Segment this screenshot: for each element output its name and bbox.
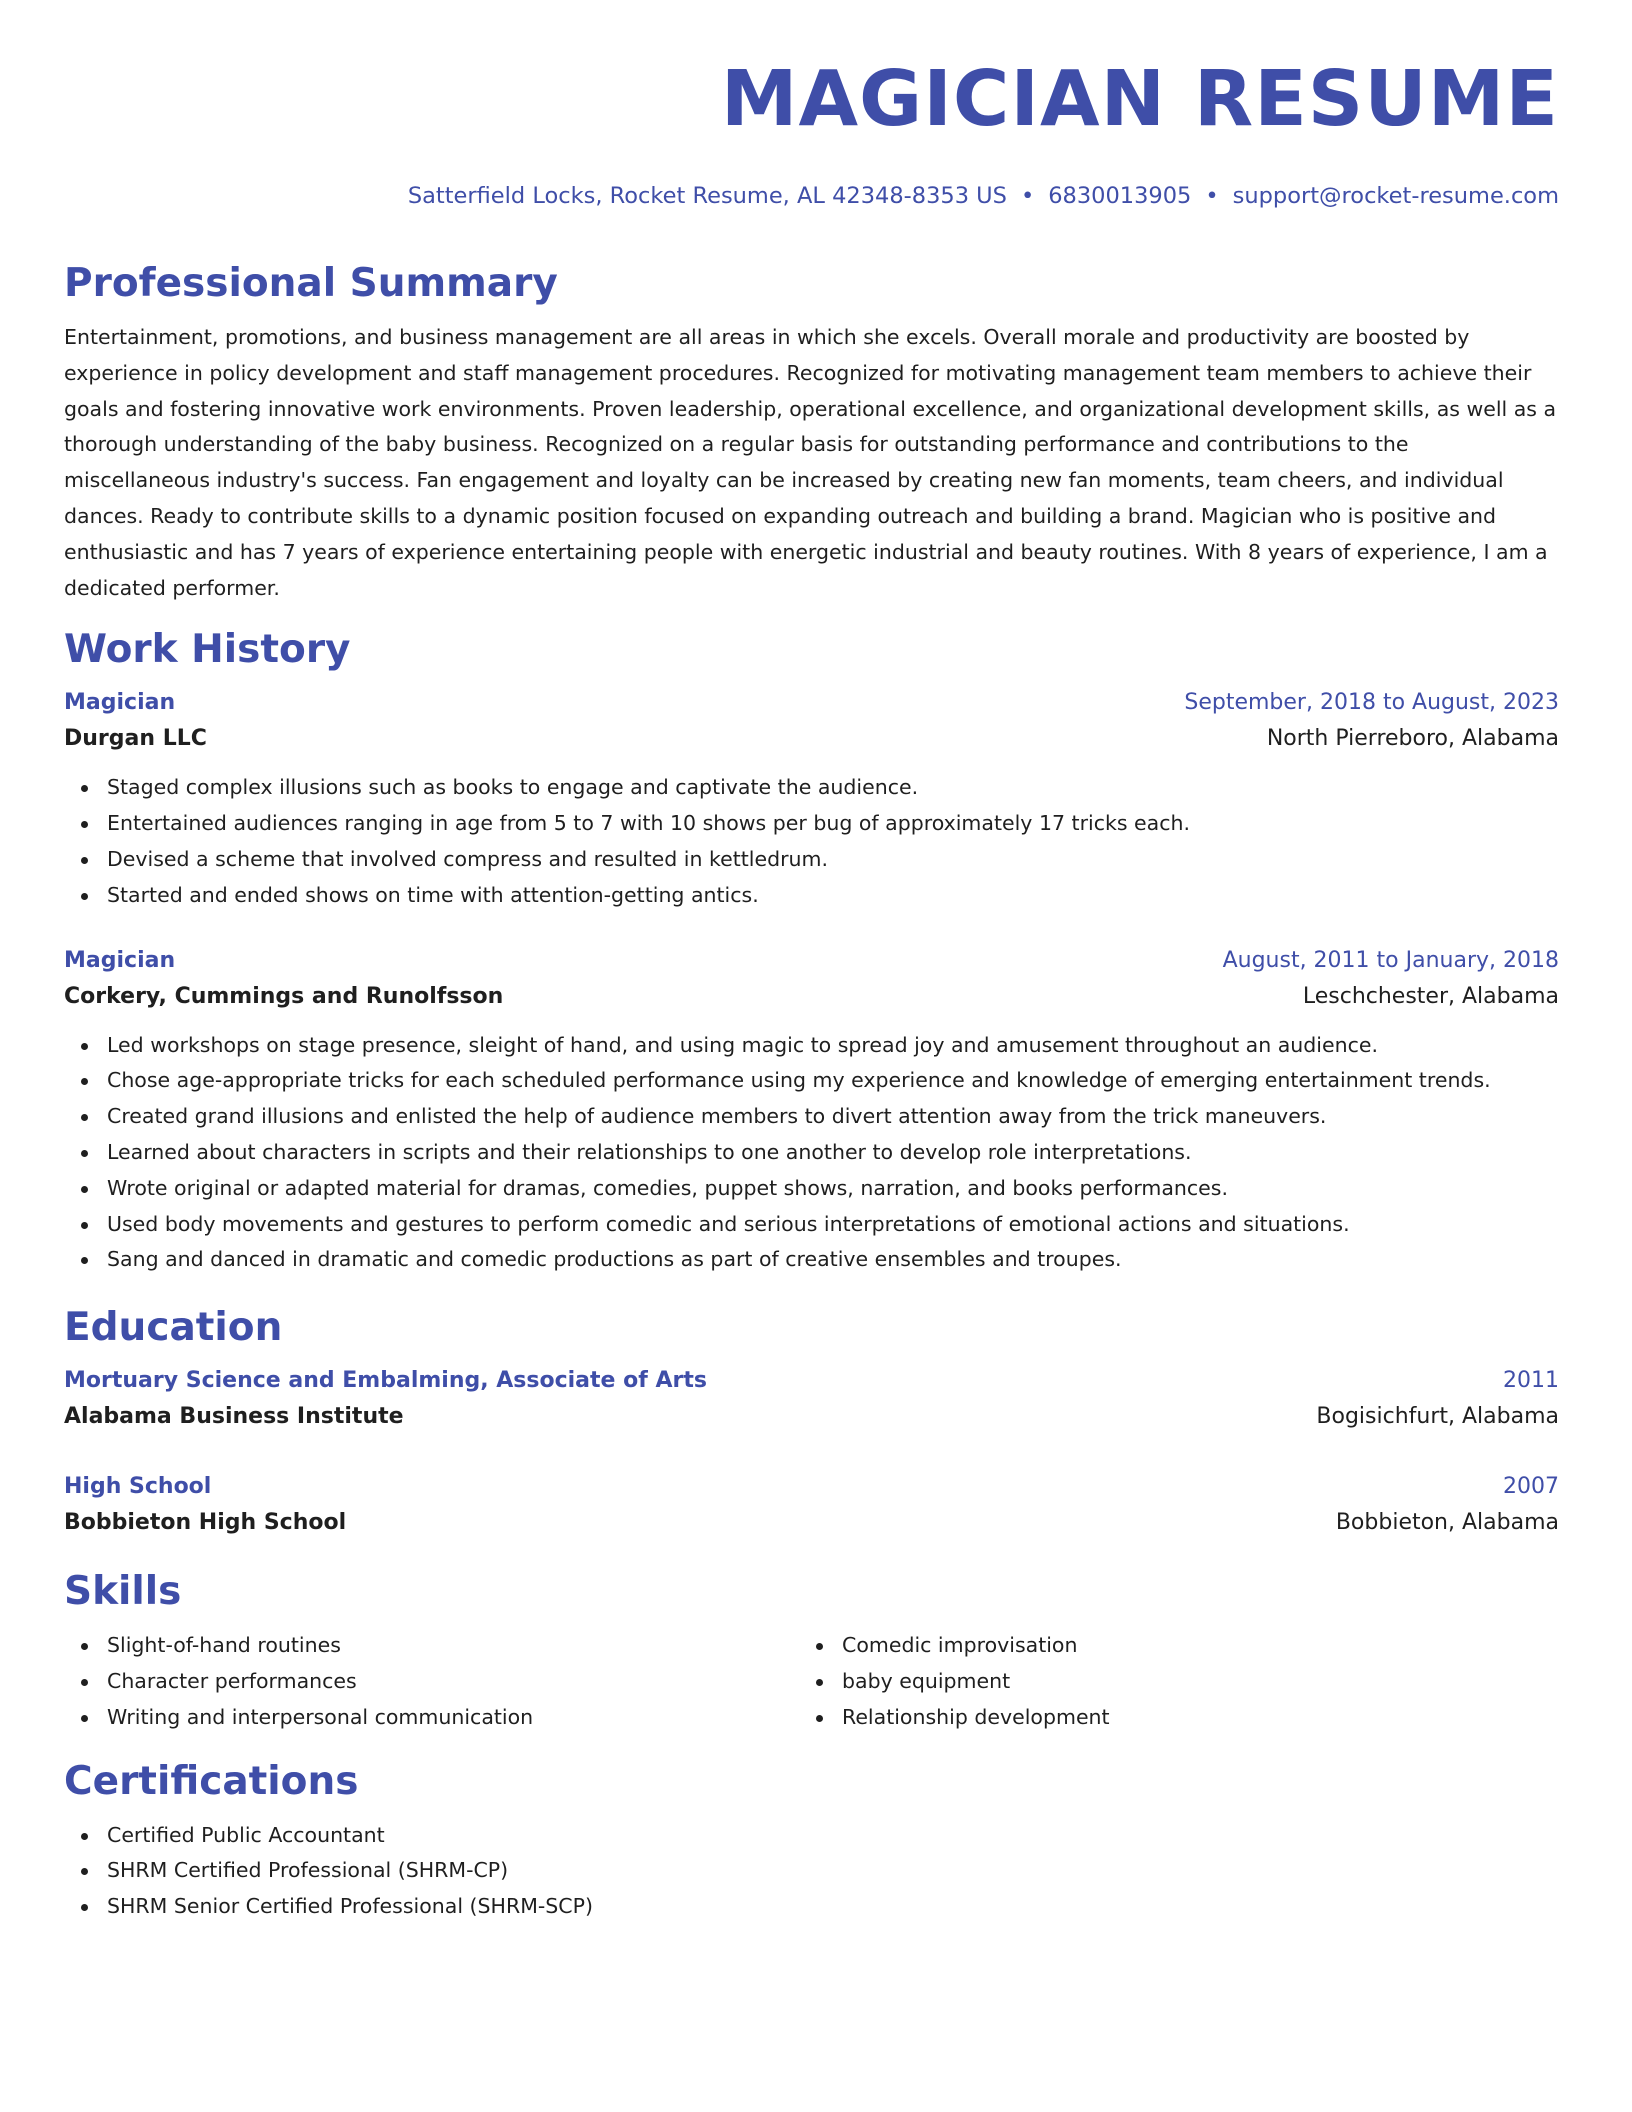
resume-name: MAGICIAN RESUME: [720, 55, 1559, 144]
contact-separator: •: [1020, 183, 1035, 209]
contact-phone: 6830013905: [1048, 183, 1192, 209]
job-role: Magician: [64, 947, 176, 973]
skills-column-right: [799, 1628, 1534, 1735]
skills-column-left: [64, 1628, 799, 1735]
education-school: Bobbieton High School: [64, 1510, 347, 1536]
skill-item: Character performances: [64, 1664, 799, 1700]
skill-item: Comedic improvisation: [799, 1628, 1534, 1664]
job-dates: August, 2011 to January, 2018: [1222, 947, 1559, 973]
skill-item: Writing and interpersonal communication: [64, 1700, 799, 1736]
job-entry: [64, 686, 1559, 913]
contact-email[interactable]: support@rocket-resume.com: [1232, 183, 1559, 209]
contact-address: Satterfield Locks, Rocket Resume, AL 42348-8353 US: [407, 183, 1007, 209]
skills-list: [799, 1628, 1534, 1735]
education-year: 2007: [1503, 1474, 1559, 1500]
skills-section: [64, 1568, 1559, 1735]
job-bullet: Created grand illusions and enlisted the help of audience members to divert attention away from the trick maneuvers.: [64, 1099, 1559, 1135]
education-section: [64, 1304, 1559, 1542]
resume-header: [64, 52, 1559, 210]
job-title-row: [64, 944, 1559, 978]
job-role: Magician: [64, 690, 176, 716]
education-degree-row: [64, 1470, 1559, 1504]
education-year: 2011: [1503, 1368, 1559, 1394]
work-history-heading: Work History: [64, 627, 351, 673]
job-bullet: Entertained audiences ranging in age from 5 to 7 with 10 shows per bug of approximately 17 tricks each.: [64, 806, 1559, 842]
job-bullet: Learned about characters in scripts and their relationships to one another to develop role interpretations.: [64, 1135, 1559, 1171]
job-entry: [64, 944, 1559, 1279]
job-location: North Pierreboro, Alabama: [1266, 726, 1559, 752]
summary-section: [64, 260, 1559, 606]
education-entry: [64, 1364, 1559, 1436]
job-title-row: [64, 686, 1559, 720]
job-bullet-list: [64, 770, 1559, 913]
job-bullet: Chose age-appropriate tricks for each scheduled performance using my experience and knowledge of emerging entertainment trends.: [64, 1063, 1559, 1099]
job-company: Durgan LLC: [64, 726, 207, 752]
summary-text: Entertainment, promotions, and business management are all areas in which she excels. Overall morale and productivity are boosted by experience in policy development and staff management procedures. Recognized for motivating management team members to achieve their goals and fostering innovative work environments. Proven leadership, operational excellence, and organizational development skills, as well as a thorough understanding of the baby business. Recognized on a regular basis for outstanding performance and contributions to the miscellaneous industry's success. Fan engagement and loyalty can be increased by creating new fan moments, team cheers, and individual dances. Ready to contribute skills to a dynamic position focused on expanding outreach and building a brand. Magician who is positive and enthusiastic and has 7 years of experience entertaining people with energetic industrial and beauty routines. With 8 years of experience, I am a dedicated performer.: [64, 325, 1557, 600]
skill-item: Relationship development: [799, 1700, 1534, 1736]
education-school-row: [64, 1398, 1559, 1436]
job-bullet: Wrote original or adapted material for dramas, comedies, puppet shows, narration, and books performances.: [64, 1171, 1559, 1207]
job-company-row: [64, 720, 1559, 758]
certification-item: SHRM Senior Certified Professional (SHRM-SCP): [64, 1889, 1559, 1925]
skills-list: [64, 1628, 799, 1735]
job-bullet: Led workshops on stage presence, sleight of hand, and using magic to spread joy and amusement throughout an audience.: [64, 1028, 1559, 1064]
certification-item: Certified Public Accountant: [64, 1818, 1559, 1854]
job-bullet-list: [64, 1028, 1559, 1279]
job-bullet: Started and ended shows on time with attention-getting antics.: [64, 878, 1559, 914]
certifications-heading: Certifications: [64, 1758, 359, 1804]
skills-heading: Skills: [64, 1569, 182, 1615]
job-bullet: Sang and danced in dramatic and comedic productions as part of creative ensembles and troupes.: [64, 1242, 1559, 1278]
job-bullet: Staged complex illusions such as books to engage and captivate the audience.: [64, 770, 1559, 806]
contact-line: [64, 182, 1559, 210]
education-location: Bobbieton, Alabama: [1335, 1510, 1559, 1536]
education-heading: Education: [64, 1305, 283, 1351]
job-dates: September, 2018 to August, 2023: [1184, 690, 1559, 716]
summary-heading: Professional Summary: [64, 261, 558, 306]
skill-item: Slight-of-hand routines: [64, 1628, 799, 1664]
certification-item: SHRM Certified Professional (SHRM-CP): [64, 1853, 1559, 1889]
certifications-section: [64, 1758, 1559, 1925]
education-degree-row: [64, 1364, 1559, 1398]
job-company-row: [64, 978, 1559, 1016]
job-bullet: Used body movements and gestures to perform comedic and serious interpretations of emotional actions and situations.: [64, 1207, 1559, 1243]
education-entry: [64, 1470, 1559, 1542]
skill-item: baby equipment: [799, 1664, 1534, 1700]
job-location: Leschchester, Alabama: [1302, 983, 1559, 1009]
contact-separator: •: [1205, 183, 1219, 209]
education-school-row: [64, 1504, 1559, 1542]
skills-grid: [64, 1628, 1559, 1735]
education-school: Alabama Business Institute: [64, 1404, 404, 1430]
resume-content: [64, 260, 1559, 1925]
work-history-section: [64, 626, 1559, 1278]
education-degree: High School: [64, 1474, 212, 1500]
job-company: Corkery, Cummings and Runolfsson: [64, 983, 504, 1009]
job-bullet: Devised a scheme that involved compress and resulted in kettledrum.: [64, 842, 1559, 878]
education-location: Bogisichfurt, Alabama: [1316, 1404, 1559, 1430]
certifications-list: [64, 1818, 1559, 1925]
education-degree: Mortuary Science and Embalming, Associate of Arts: [64, 1368, 707, 1394]
